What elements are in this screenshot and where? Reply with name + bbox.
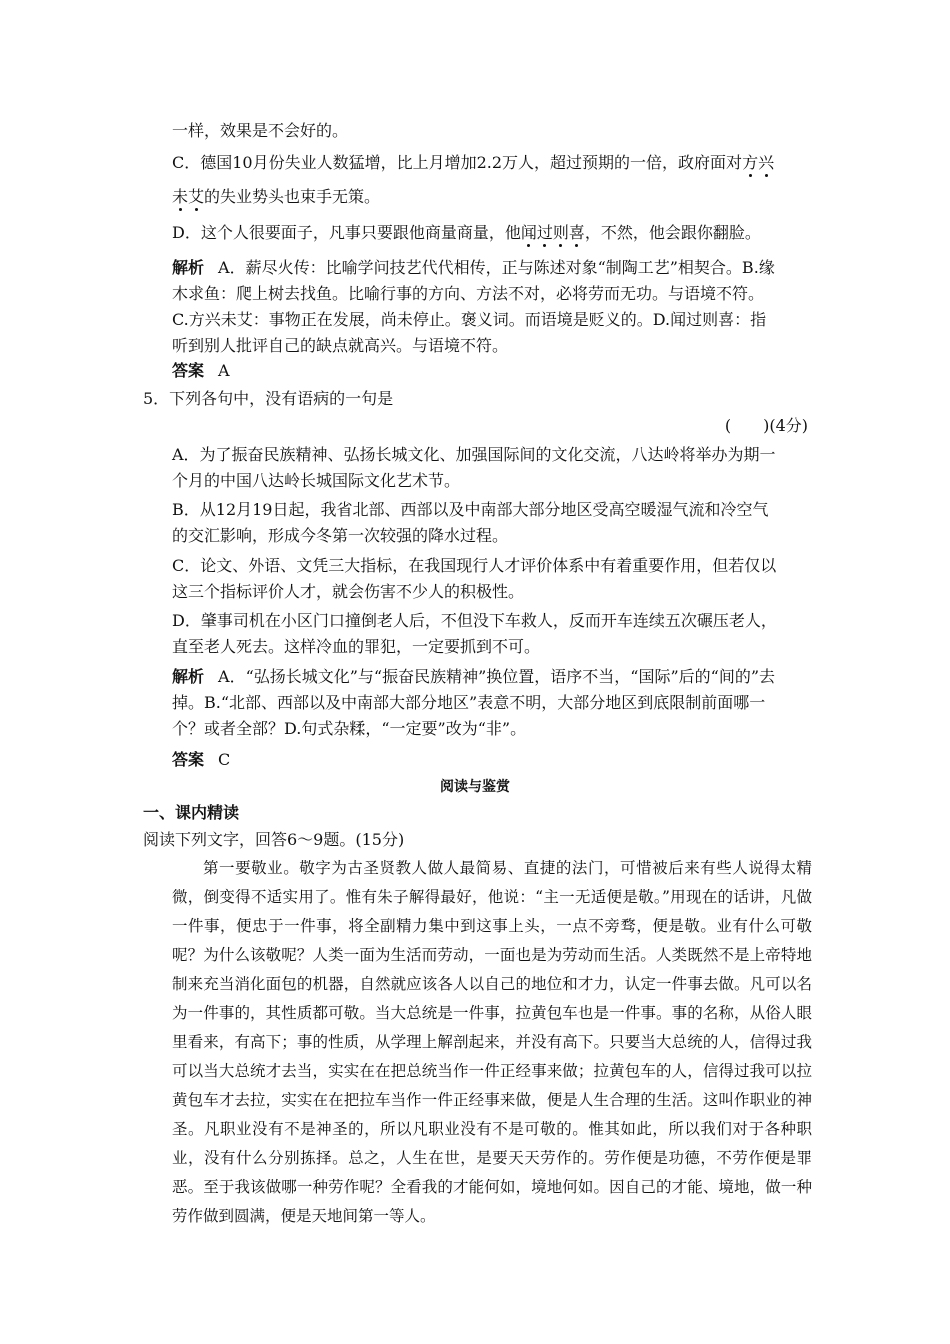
q5-option-d-line2: 直至老人死去。这样冷血的罪犯，一定要抓到不可。: [172, 637, 541, 656]
reading-passage: 第一要敬业。敬字为古圣贤教人做人最简易、直捷的法门，可惜被后来有些人说得太精微，倒变得不适实用了。惟有朱子解得最好，他说：“主一无适便是敬。”用现在的话讲，凡做一件事，便忠于一件事，将全副精力集中到这事上头，一点不旁骛，便是敬。业有什么可敬呢？为什么该敬呢？人类一面为生活而劳动，一面也是为劳动而生活。人类既然不是上帝特地制来充当消化面包的机器，自然就应该各人以自己的地位和才力，认定一件事去做。凡可以名为一件事的，其性质都可敬。当大总统是一件事，拉黄包车也是一件事。事的名称，从俗人眼里看来，有高下；事的性质，从学理上解剖起来，并没有高下。只要当大总统的人，信得过我可以当大总统才去当，实实在在把总统当作一件正经事来做；拉黄包车的人，信得过我可以拉黄包车才去拉，实实在在把拉车当作一件正经事来做，便是人生合理的生活。这叫作职业的神圣。凡职业没有不是神圣的，所以凡职业没有不是可敬的。惟其如此，所以我们对于各种职业，没有什么分别拣择。总之，人生在世，是要天天劳作的。劳作便是功德，不劳作便是罪恶。至于我该做哪一种劳作呢？全看我的才能何如，境地何如。因自己的才能、境地，做一种劳作做到圆满，便是天地间第一等人。: [172, 859, 812, 1225]
q4-option-c-text: C．德国10月份失业人数猛增，比上月增加2.2万人，超过预期的一倍，政府面对: [172, 153, 743, 172]
q5-option-c-line2: 这三个指标评价人才，就会伤害不少人的积极性。: [172, 582, 525, 601]
emphasized-char: 则: [552, 223, 569, 242]
q4-option-d-post: ，不然，他会跟你翻脸。: [584, 223, 761, 242]
emphasized-char: 兴: [758, 153, 775, 172]
q5-option-b-line2: 的交汇影响，形成今冬第一次较强的降水过程。: [172, 526, 509, 545]
emphasized-char: 闻: [520, 223, 537, 242]
q5-analysis-line-2: 掉。B.“北部、西部以及中南部大部分地区”表意不明，大部分地区到底限制前面哪一: [172, 693, 766, 712]
emphasized-char: 艾: [188, 187, 205, 206]
q4-analysis-line-3: C.方兴未艾：事物正在发展，尚未停止。褒义词。而语境是贬义的。D.闻过则喜：指: [172, 310, 767, 329]
emphasis-dots: [742, 153, 774, 172]
analysis-text: A．薪尽火传：比喻学问技艺代代相传，正与陈述对象“制陶工艺”相契合。B.缘: [218, 258, 775, 277]
q5-analysis-line-3: 个？或者全部？D.句式杂糅，“一定要”改为“非”。: [172, 719, 527, 738]
section-part-heading: 一、课内精读: [143, 803, 240, 822]
q5-option-a-line2: 个月的中国八达岭长城国际文化艺术节。: [172, 471, 461, 490]
analysis-label: 解析: [172, 667, 205, 686]
answer-value: C: [218, 750, 231, 769]
emphasized-char: 过: [536, 223, 553, 242]
section-title: 阅读与鉴赏: [440, 779, 510, 795]
emphasized-char: 未: [172, 187, 189, 206]
q5-answer: [172, 747, 230, 773]
q4-option-c-emphasis-1: [742, 153, 774, 172]
reading-instruction: 阅读下列文字，回答6～9题。(15分): [143, 830, 405, 849]
emphasized-char: 喜: [568, 223, 585, 242]
q5-option-b-line1: B．从12月19日起，我省北部、西部以及中南部大部分地区受高空暖湿气流和冷空气: [172, 500, 769, 519]
emphasized-char: 方: [742, 153, 759, 172]
q4-option-d: [172, 220, 761, 246]
q5-option-c-line1: C．论文、外语、文凭三大指标，在我国现行人才评价体系中有着重要作用，但若仅以: [172, 556, 777, 575]
q4-answer: [172, 358, 230, 384]
analysis-label: 解析: [172, 258, 205, 277]
q4-option-c-rest: 的失业势头也束手无策。: [204, 187, 381, 206]
q4-analysis-line-2: 木求鱼：爬上树去找鱼。比喻行事的方向、方法不对，必将劳而无功。与语境不符。: [172, 284, 765, 303]
q4-option-c: [172, 150, 774, 176]
answer-label: 答案: [172, 361, 205, 380]
q5-option-d-line1: D．肇事司机在小区门口撞倒老人后，不但没下车救人，反而开车连续五次碾压老人，: [172, 611, 777, 630]
q4-continued-line: 一样，效果是不会好的。: [172, 121, 349, 140]
q5-stem: 5．下列各句中，没有语病的一句是: [143, 389, 394, 408]
q4-option-c-line2: [172, 184, 380, 210]
analysis-text: A．“弘扬长城文化”与“振奋民族精神”换位置，语序不当，“国际”后的“间的”去: [218, 667, 776, 686]
q4-option-c-emphasis-2: [172, 187, 204, 206]
q4-option-d-emphasis: [521, 223, 585, 242]
q5-option-a-line1: A．为了振奋民族精神、弘扬长城文化、加强国际间的文化交流，八达岭将举办为期一: [172, 445, 776, 464]
q5-analysis-line-1: [172, 664, 775, 690]
q4-analysis-line-4: 听到别人批评自己的缺点就高兴。与语境不符。: [172, 336, 509, 355]
answer-label: 答案: [172, 750, 205, 769]
q4-option-d-pre: D．这个人很要面子，凡事只要跟他商量商量，他: [172, 223, 521, 242]
q5-score: ( )(4分): [724, 416, 808, 435]
q4-analysis-line-1: [172, 255, 775, 281]
answer-value: A: [218, 361, 230, 380]
